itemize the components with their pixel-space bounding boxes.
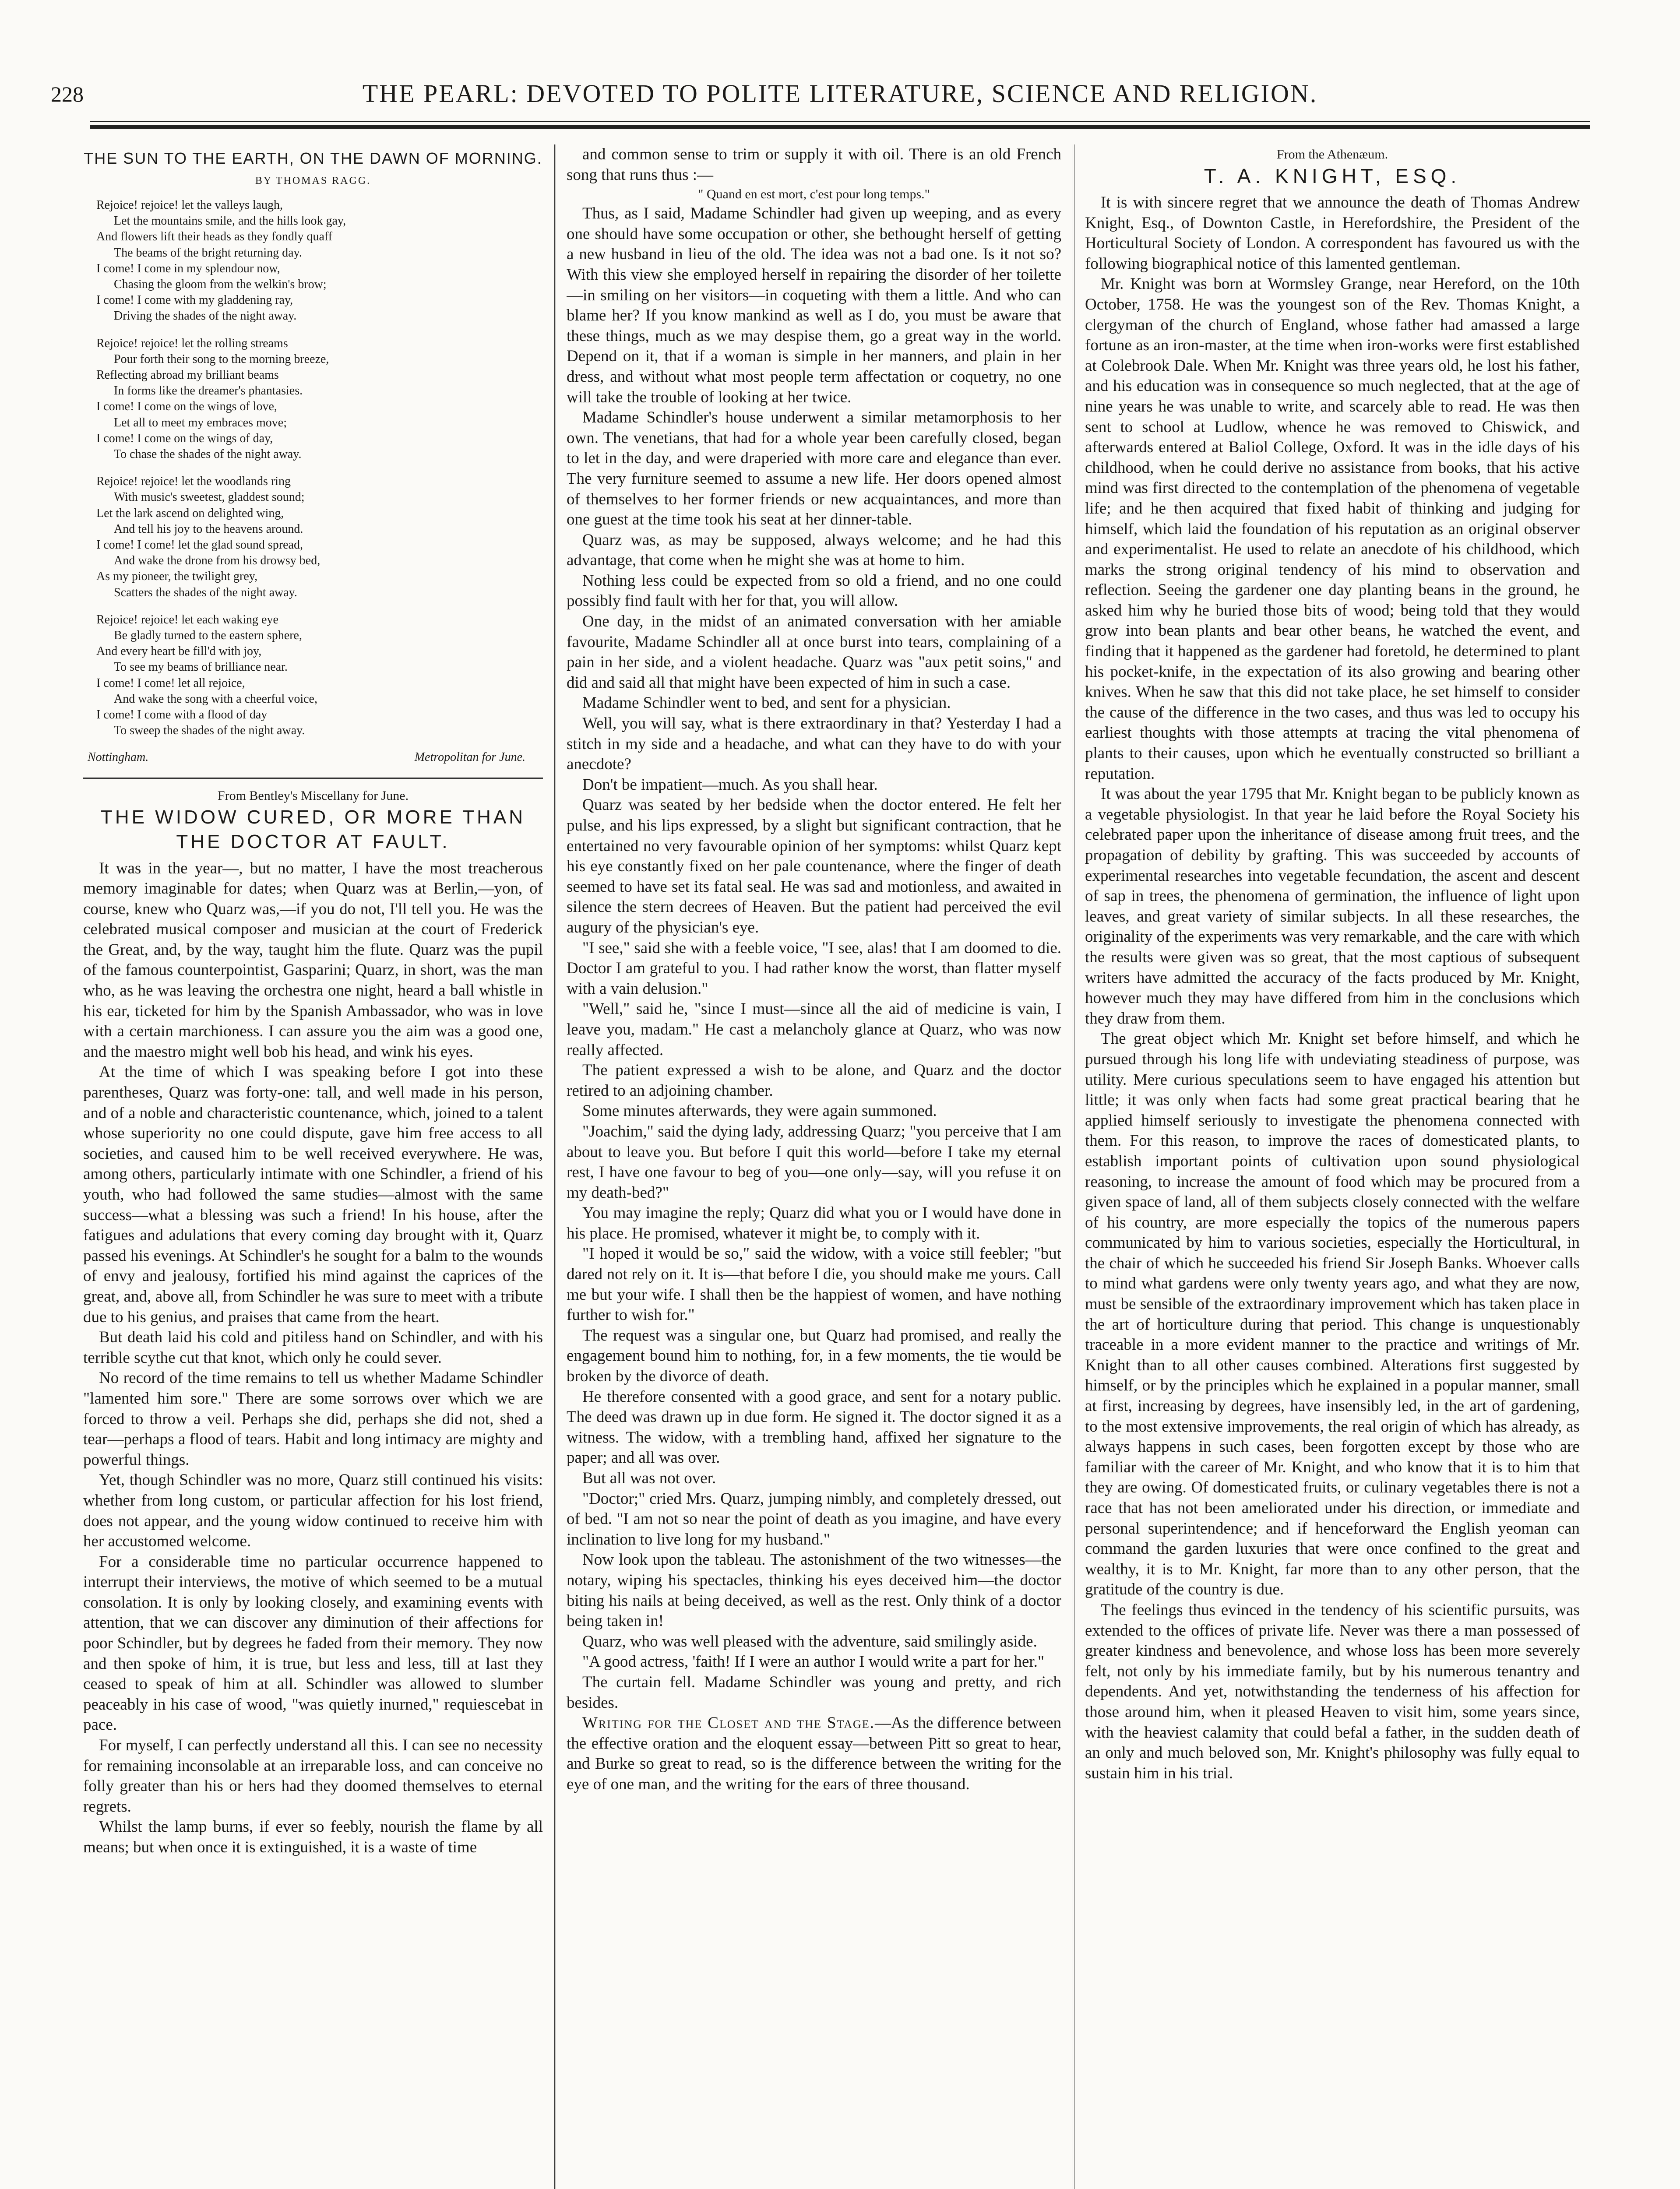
poem-line: I come! I come with my gladdening ray, — [96, 293, 293, 307]
poem-place: Nottingham. — [88, 750, 149, 764]
paragraph: Quarz, who was well pleased with the adventure, said smilingly aside. — [582, 1632, 1037, 1651]
story-text — [83, 859, 543, 1858]
poem-stanza — [83, 612, 543, 739]
poem-line: And every heart be fill'd with joy, — [96, 644, 262, 658]
paragraph: Quarz was seated by her bedside when the doctor entered. He felt her pulse, and his lips expressed, by a slight but significant contraction, that he entertained no very favourable opinion of her symptoms: whilst Quarz kept his eye constantly fixed on her pale countenance, where the finger of death seemed to have set its fatal seal. He was sad and motionless, and awaited in silence the stern decrees of Heaven. But the patient had perceived the evil augury of the physician's eye. — [567, 796, 1061, 936]
paragraph: "I hoped it would be so," said the widow, with a voice still feebler; "but dared not rely on it. It is—that before I die, you should make me yours. Call me but your wife. I shall then be the happiest of women, and have nothing further to wish for." — [567, 1245, 1061, 1324]
story-title: THE WIDOW CURED, OR MORE THAN THE DOCTOR AT FAULT. — [100, 806, 526, 852]
paragraph: and common sense to trim or supply it with oil. There is an old French song that runs thus :— — [567, 145, 1061, 184]
poem-line: To sweep the shades of the night away. — [114, 724, 305, 738]
poem-byline: BY THOMAS RAGG. — [255, 175, 371, 187]
poem-line: In forms like the dreamer's phantasies. — [114, 384, 303, 398]
poem-stanzas — [83, 197, 543, 739]
paragraph: Now look upon the tableau. The astonishment of the two witnesses—the notary, wiping his spectacles, thinking his eyes deceived him—the doctor biting his nails at being deceived, as well as the rest. Only think of a doctor being taken in! — [567, 1551, 1061, 1630]
poem-line: And flowers lift their heads as they fondly quaff — [96, 230, 333, 244]
paragraph: Whilst the lamp burns, if ever so feebly, nourish the flame by all means; but when once it is extinguished, it is a waste of time — [83, 1818, 543, 1856]
column-divider — [554, 144, 556, 2189]
paragraph: Don't be impatient—much. As you shall hear. — [582, 775, 878, 794]
poem-line: I come! I come! let all rejoice, — [96, 676, 245, 690]
paragraph: You may imagine the reply; Quarz did what you or I would have done in his place. He promised, whatever it might be, to comply with it. — [567, 1204, 1061, 1242]
closet-note — [567, 1713, 1061, 1795]
paragraph: Mr. Knight was born at Wormsley Grange, near Hereford, on the 10th October, 1758. He was the youngest son of the Rev. Thomas Knight, a clergyman of the church of England, whose father had amassed a large fortune as an iron-master, at the time when iron-works were first established at Colebrook Dale. When Mr. Knight was three years old, he lost his father, and his education was in consequence so much neglected, that at the age of nine years he was unable to write, and scarcely able to read. He was then sent to school at Ludlow, whence he was removed to Chiswick, and afterwards entered at Baliol College, Oxford. It was in the idle days of his childhood, when he could derive no assistance from books, that his active mind was first directed to the contemplation of the phenomena of vegetable life; and he then acquired that fixed habit of thinking and judging for himself, which laid the foundation of his reputation as an original observer and experimentalist. He used to relate an anecdote of his childhood, which marks the strong original tendency of his mind to observation and reflection. Seeing the gardener one day planting beans in the ground, he asked him why he buried those bits of wood; being told that they would grow into bean plants and bear other beans, he watched the event, and finding that it happened as the gardener had foretold, he determined to plant his pocket-knife, in the expectation of its also growing and bearing other knives. When he saw that this did not take place, he set himself to consider the cause of the difference in the two cases, and thus was led to occupy his earliest thoughts with those attempts at tracing the vital phenomena of plants to their causes, upon which he eventually constructed so brilliant a reputation. — [1085, 275, 1580, 783]
story-source: From Bentley's Miscellany for June. — [217, 788, 409, 803]
closet-note-lead: Writing for the Closet and the Stage. — [582, 1714, 875, 1732]
poem — [83, 146, 543, 764]
paragraph: It was about the year 1795 that Mr. Knight began to be publicly known as a vegetable physiologist. In that year he laid before the Royal Society his celebrated paper upon the inheritance of disease among fruit trees, and the propagation of debility by grafting. This was succeeded by accounts of experimental researches into vegetable fecundation, the ascent and descent of sap in trees, the phenomena of germination, the influence of light upon leaves, and great variety of similar subjects. In all these researches, the originality of the experiments was very remarkable, and the care with which the results were given was so great, that the most captious of subsequent writers have admitted the accuracy of the facts produced by Mr. Knight, however much they may have differed from him in the conclusions which they draw from them. — [1085, 785, 1580, 1028]
song-quote: " Quand en est mort, c'est pour long temps." — [698, 187, 930, 202]
paragraph: No record of the time remains to tell us whether Madame Schindler "lamented him sore." There are some sorrows over which we are forced to throw a veil. Perhaps she did, perhaps she did not, shed a tear—perhaps a flood of tears. Habit and long intimacy are mighty and powerful things. — [83, 1369, 543, 1469]
paragraph: Some minutes afterwards, they were again summoned. — [582, 1102, 937, 1120]
paragraph: For a considerable time no particular occurrence happened to interrupt their interviews, the motive of which seemed to be a mutual consolation. It is only by looking closely, and examining events with attention, that we can discover any diminution of their affections for poor Schindler, but by degrees he faded from their memory. They now and then spoke of him, it is true, but less and less, till at last they ceased to speak of him at all. Schindler was allowed to slumber peaceably in his case of wood, "was quietly inurned," requiescebat in pace. — [83, 1552, 543, 1734]
paragraph: Yet, though Schindler was no more, Quarz still continued his visits: whether from long custom, or particular affection for his lost friend, does not appear, and the young widow continued to receive him with her accustomed welcome. — [83, 1471, 543, 1551]
paragraph: Well, you will say, what is there extraordinary in that? Yesterday I had a stitch in my side and a headache, and what can they have to do with your anecdote? — [567, 714, 1061, 774]
page-header — [42, 81, 1638, 130]
poem-signature — [83, 750, 543, 764]
paragraph: For myself, I can perfectly understand all this. I can see no necessity for remaining inconsolable at an irreparable loss, and can conceive no folly greater than his or hers had they doomed themselves to eternal regrets. — [83, 1736, 543, 1816]
story-text-continued — [567, 204, 1061, 1713]
paragraph: The patient expressed a wish to be alone, and Quarz and the doctor retired to an adjoining chamber. — [567, 1061, 1061, 1100]
poem-line: And wake the drone from his drowsy bed, — [114, 554, 321, 568]
paragraph: At the time of which I was speaking before I got into these parentheses, Quarz was forty-one: tall, and well made in his person, and of a noble and characteristic countenance, which, joined to a talent whose superiority no one could dispute, gave him free access to all societies, and caused him to be well received everywhere. He was, among others, particularly intimate with one Schindler, a friend of his youth, who had followed the same studies—almost with the same success—what a blessing was such a friend! In his house, after the fatigues and adulations that every coming day brought with it, Quarz passed his evenings. At Schindler's he sought for a balm to the wounds of envy and jealousy, fortified his mind against the caprices of the great, and, above all, from Schindler he was sure to meet with a tribute due to his genius, and praises that came from the heart. — [83, 1063, 543, 1326]
section-rule — [83, 778, 543, 779]
poem-line: I come! I come with a flood of day — [96, 708, 268, 722]
paragraph: Madame Schindler's house underwent a similar metamorphosis to her own. The venetians, that had for a whole year been carefully closed, began to let in the day, and were draperied with more care and elegance than ever. The very furniture seemed to assume a new life. Her doors opened almost of themselves to her former friends or new acquaintances, and more than one guest at the time took his seat at her dinner-table. — [567, 408, 1061, 529]
poem-line: Let all to meet my embraces move; — [114, 415, 287, 429]
poem-line: Rejoice! rejoice! let the woodlands ring — [96, 475, 291, 489]
poem-line: Pour forth their song to the morning breeze, — [114, 352, 329, 366]
paragraph: The curtain fell. Madame Schindler was young and pretty, and rich besides. — [567, 1673, 1061, 1712]
closet-note-body: —As the difference between the effective oration and the eloquent essay—between Pitt so great to hear, and Burke so great to read, so is the difference between the writing for the eye of one man, and the writing for the ears of three thousand. — [567, 1714, 1061, 1793]
paragraph: Quarz was, as may be supposed, always welcome; and he had this advantage, that come when he might she was at home to him. — [567, 531, 1061, 570]
poem-line: Reflecting abroad my brilliant beams — [96, 368, 279, 382]
poem-stanza — [83, 336, 543, 463]
poem-line: The beams of the bright returning day. — [114, 246, 302, 260]
poem-line: Let the lark ascend on delighted wing, — [96, 506, 284, 520]
poem-line: To see my beams of brilliance near. — [114, 660, 288, 674]
poem-line: Rejoice! rejoice! let each waking eye — [96, 612, 278, 626]
poem-line: Rejoice! rejoice! let the valleys laugh, — [96, 198, 283, 212]
poem-line: With music's sweetest, gladdest sound; — [114, 490, 305, 504]
running-title: THE PEARL: DEVOTED TO POLITE LITERATURE, SCIENCE AND RELIGION. — [362, 79, 1318, 108]
story-text-continued — [567, 144, 1061, 185]
poem-source: Metropolitan for June. — [414, 750, 525, 764]
header-rule — [90, 121, 1590, 122]
poem-title: THE SUN TO THE EARTH, ON THE DAWN OF MORNING. — [84, 149, 542, 167]
column-2 — [567, 144, 1061, 2189]
paragraph: Nothing less could be expected from so old a friend, and no one could possibly find fault with her for that, you will allow. — [567, 571, 1061, 610]
column-divider — [1073, 144, 1074, 2189]
paragraph: He therefore consented with a good grace, and sent for a notary public. The deed was drawn up in due form. He signed it. The doctor signed it as a witness. The widow, with a trembling hand, affixed her signature to the paper; and all was over. — [567, 1387, 1061, 1467]
paragraph: The great object which Mr. Knight set before himself, and which he pursued through his long life with undeviating steadiness of purpose, was utility. Mere curious speculations seem to have engaged his attention but little; it was only when facts had some great practical bearing that he applied himself seriously to investigate the phenomena connected with them. For this reason, to improve the races of domesticated plants, to establish important points of cultivation upon sound physiological reasoning, to increase the amount of food which may be procured from a given space of land, all of them subjects closely connected with the welfare of his country, are more especially the topics of the numerous papers communicated by him to various societies, especially the Horticultural, in the chair of which he succeeded his friend Sir Joseph Banks. Whoever calls to mind what gardens were only twenty years ago, and what they are now, must be sensible of the extraordinary improvement which has taken place in the art of horticulture during that period. This change is unquestionably traceable in a more evident manner to the practice and writings of Mr. Knight than to all other causes combined. Alterations first suggested by himself, or by the principles which he explained in a popular manner, small at first, increasing by degrees, have insensibly led, in the art of gardening, to the most extensive improvements, the real origin of which has already, as always happens in such cases, been forgotten except by those who are familiar with the career of Mr. Knight, and who know that it is to him that they are owing. Of domesticated fruits, or culinary vegetables there is not a race that has not been ameliorated under his direction, or immediate and personal superintendence; and if henceforward the English yeoman can command the garden luxuries that were once confined to the great and wealthy, it is to Mr. Knight, far more than to any other person, that the gratitude of the country is due. — [1085, 1030, 1580, 1599]
paragraph: Madame Schindler went to bed, and sent for a physician. — [582, 694, 951, 712]
paragraph: "I see," said she with a feeble voice, "I see, alas! that I am doomed to die. Doctor I am grateful to you. I had rather know the worst, than flatter myself with a vain delusion." — [567, 939, 1061, 998]
poem-line: To chase the shades of the night away. — [114, 447, 302, 461]
paragraph: One day, in the midst of an animated conversation with her amiable favourite, Madame Schindler all at once burst into tears, complaining of a pain in her side, and a violent headache. Quarz was "aux petit soins," and did and said all that might have been expected of him in such a case. — [567, 612, 1061, 692]
page-number: 228 — [51, 82, 84, 106]
poem-line: I come! I come on the wings of day, — [96, 431, 273, 445]
poem-line: And tell his joy to the heavens around. — [114, 522, 303, 536]
paragraph: "Well," said he, "since I must—since all the aid of medicine is vain, I leave you, madam." He cast a melancholy glance at Quarz, who was now really affected. — [567, 1000, 1061, 1059]
obituary-text — [1085, 193, 1580, 1784]
poem-line: Rejoice! rejoice! let the rolling streams — [96, 336, 288, 350]
poem-line: I come! I come on the wings of love, — [96, 400, 277, 414]
paragraph: But death laid his cold and pitiless hand on Schindler, and with his terrible scythe cut that knot, which only he could sever. — [83, 1328, 543, 1367]
column-3 — [1085, 144, 1580, 2189]
paragraph: It was in the year—, but no matter, I have the most treacherous memory imaginable for dates; when Quarz was at Berlin,—yon, of course, knew who Quarz was,—if you do not, I'll tell you. He was the celebrated musical composer and musician at the court of Frederick the Great, and, by the way, taught him the flute. Quarz was the pupil of the famous counterpointist, Gasparini; Quarz, in short, was the man who, as he was leaving the orchestra one night, heard a ball whistle in his ear, ticketed for him by the Spanish Ambassador, who was in love with a certain marchioness. I can assure you the aim was a good one, and the maestro might well bob his head, and wink his eyes. — [83, 859, 543, 1061]
paragraph: It is with sincere regret that we announce the death of Thomas Andrew Knight, Esq., of Downton Castle, in Herefordshire, the President of the Horticultural Society of London. A correspondent has favoured us with the following biographical notice of this lamented gentleman. — [1085, 194, 1580, 273]
paragraph: The request was a singular one, but Quarz had promised, and really the engagement bound him to nothing, for, in a few moments, the tie would be broken by the divorce of death. — [567, 1326, 1061, 1386]
paragraph: The feelings thus evinced in the tendency of his scientific pursuits, was extended to the offices of private life. Never was there a man possessed of greater kindness and benevolence, and whose loss has been more severely felt, not only by his immediate family, but by his numerous tenantry and dependents. And yet, notwithstanding the tenderness of his affection for those around him, when it pleased Heaven to visit him, some years since, with the heaviest calamity that could befal a father, in the sudden death of an only and much beloved son, Mr. Knight's philosophy was fully equal to sustain him in his trial. — [1085, 1601, 1580, 1782]
column-1 — [83, 144, 543, 2189]
poem-line: I come! I come! let the glad sound spread, — [96, 538, 303, 552]
poem-stanza — [83, 474, 543, 601]
paragraph: "Doctor;" cried Mrs. Quarz, jumping nimbly, and completely dressed, out of bed. "I am not so near the point of death as you imagine, and have every inclination to live long for my husband." — [567, 1489, 1061, 1548]
poem-line: Be gladly turned to the eastern sphere, — [114, 629, 302, 643]
poem-stanza — [83, 197, 543, 324]
paragraph: "A good actress, 'faith! If I were an author I would write a part for her." — [582, 1653, 1045, 1671]
paragraph: But all was not over. — [582, 1469, 716, 1487]
header-rule-thick — [90, 125, 1590, 129]
poem-line: As my pioneer, the twilight grey, — [96, 570, 257, 584]
poem-line: And wake the song with a cheerful voice, — [114, 692, 317, 706]
paragraph: Thus, as I said, Madame Schindler had given up weeping, and as every one should have some occupation or other, she bethought herself of getting a new husband in lieu of the old. The idea was not a bad one. Is it not so? With this view she employed herself in repairing the disorder of her toilette—in smiling on her visitors—in coqueting with them a little. And who can blame her? If you know mankind as well as I do, you must be aware that these things, much as we may despise them, go a great way in the world. Depend on it, that if a woman is simple in her manners, and plain in her dress, and without what most people term affectation or coquetry, no one will take the trouble of looking at her twice. — [567, 204, 1061, 406]
poem-line: Driving the shades of the night away. — [114, 309, 297, 323]
poem-line: Let the mountains smile, and the hills look gay, — [114, 214, 346, 228]
obituary-title: T. A. KNIGHT, ESQ. — [1204, 165, 1461, 187]
poem-line: Chasing the gloom from the welkin's brow; — [114, 278, 327, 292]
paragraph: "Joachim," said the dying lady, addressing Quarz; "you perceive that I am about to leave you. But before I quit this world—before I take my eternal rest, I have one favour to beg of you—one only—say, will you refuse it on my death-bed?" — [567, 1122, 1061, 1202]
obituary-source: From the Athenæum. — [1276, 147, 1388, 162]
poem-line: Scatters the shades of the night away. — [114, 585, 297, 599]
poem-line: I come! I come in my splendour now, — [96, 261, 280, 275]
